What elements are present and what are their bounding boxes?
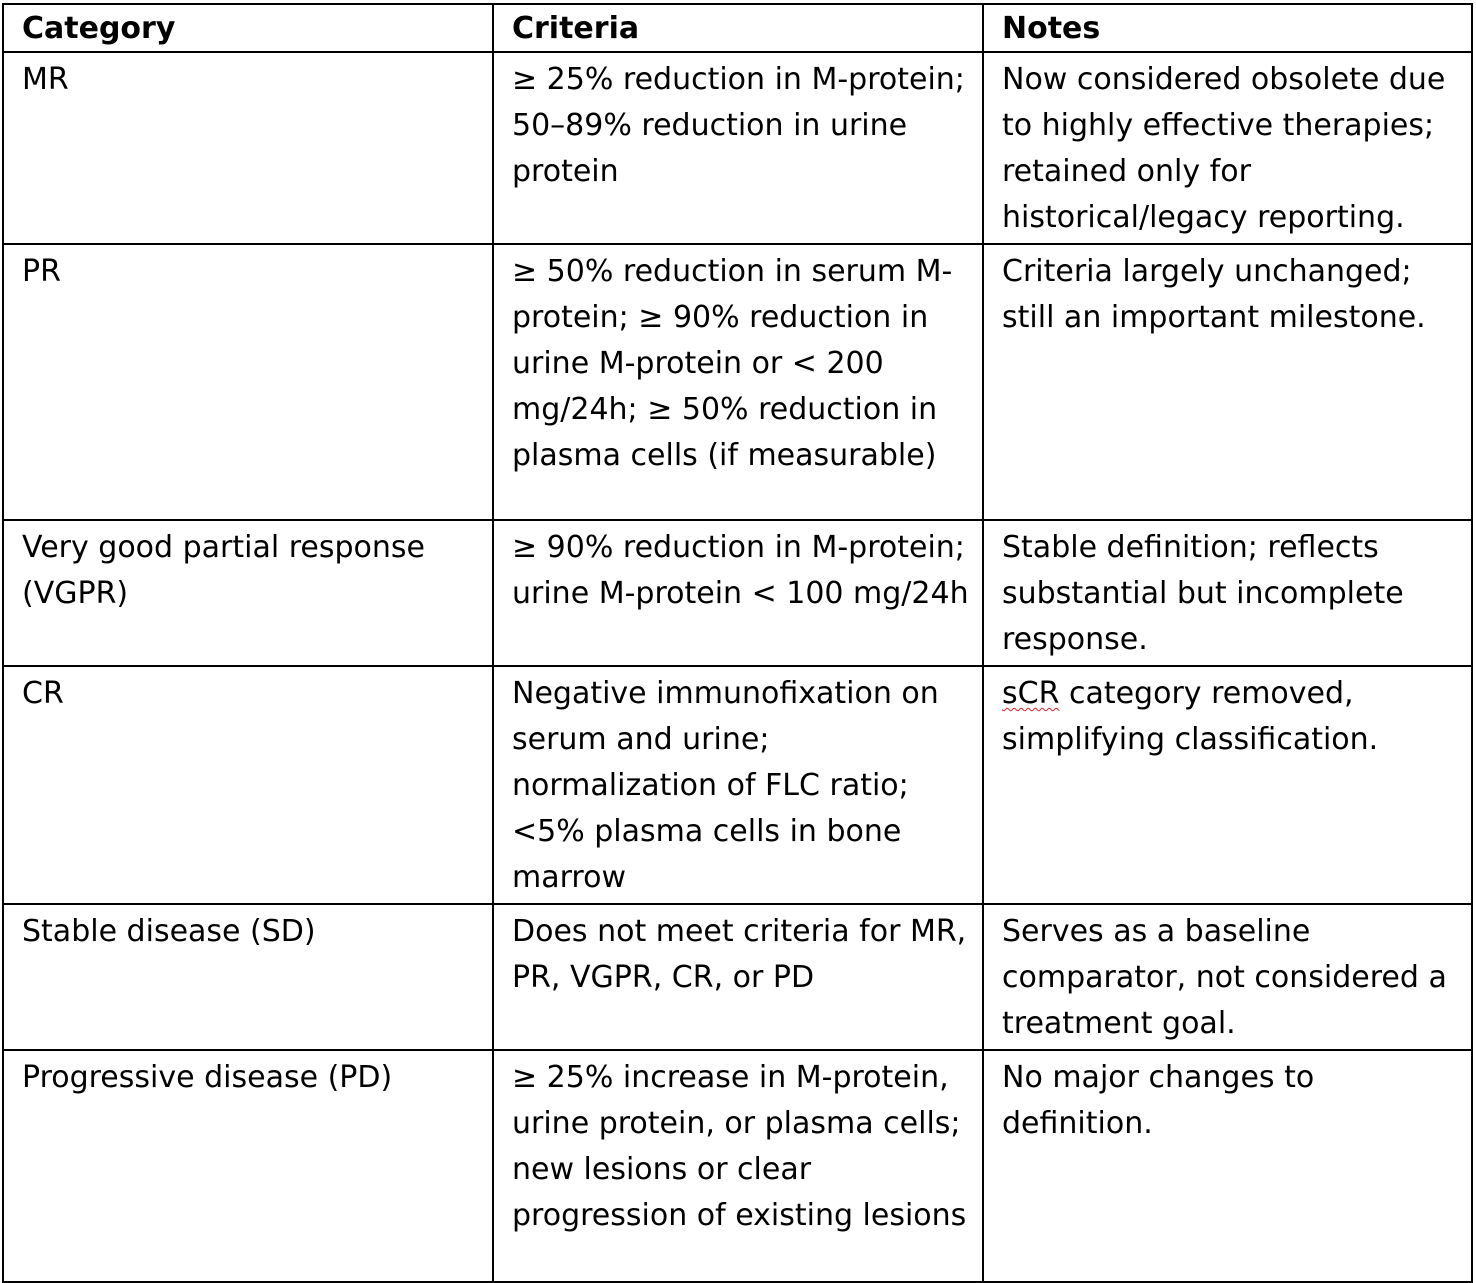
cell-category: Stable disease (SD) — [3, 904, 493, 1050]
header-category: Category — [3, 4, 493, 52]
cell-notes: Serves as a baseline comparator, not considered a treatment goal. — [983, 904, 1472, 1050]
cell-criteria: ≥ 90% reduction in M-protein; urine M-protein < 100 mg/24h — [493, 520, 983, 666]
table-row — [3, 1050, 1472, 1282]
table-row — [3, 520, 1472, 666]
cell-criteria: Does not meet criteria for MR, PR, VGPR, CR, or PD — [493, 904, 983, 1050]
cell-notes: Stable definition; reflects substantial but incomplete response. — [983, 520, 1472, 666]
table-row — [3, 52, 1472, 244]
response-criteria-table — [2, 3, 1473, 1283]
header-criteria: Criteria — [493, 4, 983, 52]
cell-criteria: ≥ 25% reduction in M-protein; 50–89% reduction in urine protein — [493, 52, 983, 244]
cell-category: Very good partial response (VGPR) — [3, 520, 493, 666]
table-row — [3, 904, 1472, 1050]
table-body — [3, 52, 1472, 1282]
cell-category: PR — [3, 244, 493, 520]
cell-category: Progressive disease (PD) — [3, 1050, 493, 1282]
cell-notes: Criteria largely unchanged; still an important milestone. — [983, 244, 1472, 520]
cell-criteria: Negative immunofixation on serum and urine; normalization of FLC ratio; <5% plasma cells in bone marrow — [493, 666, 983, 904]
cell-criteria: ≥ 25% increase in M-protein, urine protein, or plasma cells; new lesions or clear progression of existing lesions — [493, 1050, 983, 1282]
notes-text: category removed, simplifying classification. — [1002, 676, 1379, 757]
spellcheck-flagged-word[interactable]: sCR — [1002, 676, 1060, 711]
cell-notes: No major changes to definition. — [983, 1050, 1472, 1282]
cell-category: CR — [3, 666, 493, 904]
table-header — [3, 4, 1472, 52]
cell-criteria: ≥ 50% reduction in serum M-protein; ≥ 90% reduction in urine M-protein or < 200 mg/24h; ≥ 50% reduction in plasma cells (if measurable) — [493, 244, 983, 520]
table-row — [3, 666, 1472, 904]
header-notes: Notes — [983, 4, 1472, 52]
cell-category: MR — [3, 52, 493, 244]
cell-notes: Now considered obsolete due to highly effective therapies; retained only for historical/legacy reporting. — [983, 52, 1472, 244]
header-row — [3, 4, 1472, 52]
cell-notes — [983, 666, 1472, 904]
table-row — [3, 244, 1472, 520]
